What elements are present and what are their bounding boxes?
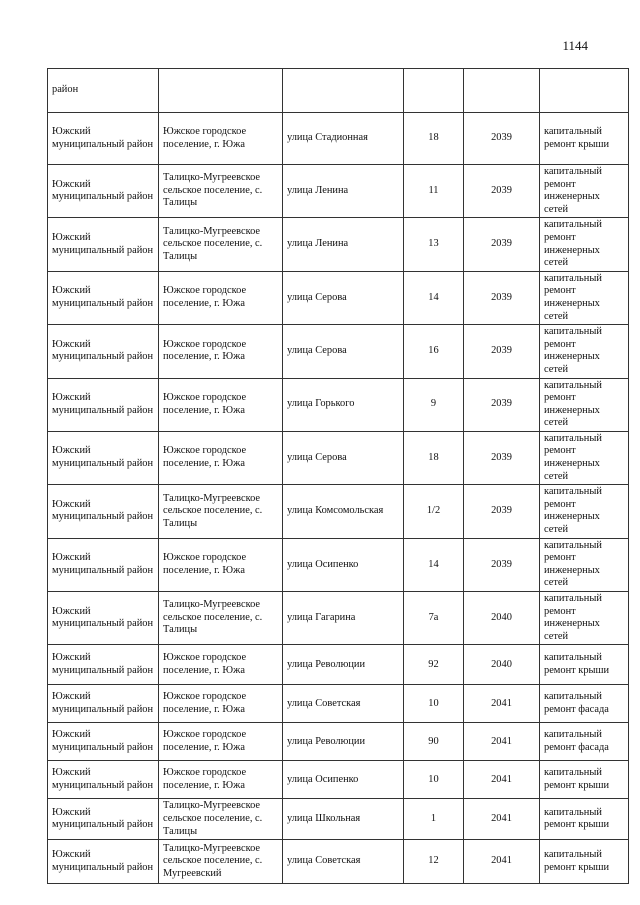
year-cell: 2041 [464, 799, 540, 840]
work-type-cell: капитальный ремонт инженерных сетей [540, 431, 629, 484]
year-cell: 2041 [464, 685, 540, 723]
street-cell: улица Осипенко [283, 538, 404, 591]
work-type-cell: капитальный ремонт фасада [540, 723, 629, 761]
year-cell: 2039 [464, 218, 540, 271]
table-row [48, 840, 629, 884]
year-cell: 2041 [464, 723, 540, 761]
table-row [48, 325, 629, 378]
work-type-cell: капитальный ремонт фасада [540, 685, 629, 723]
house-number-cell: 13 [404, 218, 464, 271]
settlement-cell: Южское городское поселение, г. Южа [159, 685, 283, 723]
table-row [48, 592, 629, 645]
settlement-cell: Южское городское поселение, г. Южа [159, 723, 283, 761]
year-cell: 2039 [464, 378, 540, 431]
house-number-cell: 7а [404, 592, 464, 645]
house-number-cell: 14 [404, 271, 464, 324]
street-cell: улица Осипенко [283, 761, 404, 799]
street-cell: улица Стадионная [283, 113, 404, 165]
year-cell [464, 69, 540, 113]
district-cell: район [48, 69, 159, 113]
house-number-cell: 16 [404, 325, 464, 378]
house-number-cell: 1 [404, 799, 464, 840]
house-number-cell: 1/2 [404, 485, 464, 538]
work-type-cell: капитальный ремонт инженерных сетей [540, 325, 629, 378]
settlement-cell: Талицко-Мугреевское сельское поселение, с. Талицы [159, 592, 283, 645]
house-number-cell: 18 [404, 431, 464, 484]
page-number: 1144 [562, 38, 588, 53]
work-type-cell: капитальный ремонт инженерных сетей [540, 592, 629, 645]
settlement-cell: Южское городское поселение, г. Южа [159, 271, 283, 324]
house-number-cell: 18 [404, 113, 464, 165]
work-type-cell: капитальный ремонт инженерных сетей [540, 485, 629, 538]
work-type-cell: капитальный ремонт инженерных сетей [540, 271, 629, 324]
work-type-cell: капитальный ремонт инженерных сетей [540, 165, 629, 218]
house-number-cell: 92 [404, 645, 464, 685]
settlement-cell: Южское городское поселение, г. Южа [159, 645, 283, 685]
table-row [48, 538, 629, 591]
district-cell: Южский муниципальный район [48, 799, 159, 840]
street-cell: улица Гагарина [283, 592, 404, 645]
work-type-cell: капитальный ремонт крыши [540, 840, 629, 884]
district-cell: Южский муниципальный район [48, 218, 159, 271]
street-cell: улица Серова [283, 271, 404, 324]
house-number-cell: 9 [404, 378, 464, 431]
year-cell: 2041 [464, 761, 540, 799]
street-cell: улица Горького [283, 378, 404, 431]
street-cell: улица Советская [283, 840, 404, 884]
street-cell: улица Серова [283, 325, 404, 378]
table-row [48, 271, 629, 324]
settlement-cell: Южское городское поселение, г. Южа [159, 761, 283, 799]
year-cell: 2040 [464, 592, 540, 645]
street-cell: улица Школьная [283, 799, 404, 840]
settlement-cell: Талицко-Мугреевское сельское поселение, с. Талицы [159, 799, 283, 840]
table-row [48, 113, 629, 165]
street-cell: улица Советская [283, 685, 404, 723]
house-number-cell: 12 [404, 840, 464, 884]
district-cell: Южский муниципальный район [48, 271, 159, 324]
district-cell: Южский муниципальный район [48, 840, 159, 884]
table-row [48, 799, 629, 840]
district-cell: Южский муниципальный район [48, 685, 159, 723]
table-row [48, 69, 629, 113]
settlement-cell: Южское городское поселение, г. Южа [159, 325, 283, 378]
settlement-cell: Талицко-Мугреевское сельское поселение, с. Талицы [159, 218, 283, 271]
district-cell: Южский муниципальный район [48, 645, 159, 685]
work-type-cell: капитальный ремонт инженерных сетей [540, 378, 629, 431]
district-cell: Южский муниципальный район [48, 378, 159, 431]
housing-repair-table [47, 68, 629, 884]
table-row [48, 378, 629, 431]
street-cell: улица Комсомольская [283, 485, 404, 538]
settlement-cell: Южское городское поселение, г. Южа [159, 431, 283, 484]
year-cell: 2041 [464, 840, 540, 884]
settlement-cell [159, 69, 283, 113]
street-cell: улица Ленина [283, 165, 404, 218]
year-cell: 2039 [464, 431, 540, 484]
district-cell: Южский муниципальный район [48, 538, 159, 591]
settlement-cell: Талицко-Мугреевское сельское поселение, с. Талицы [159, 165, 283, 218]
table-row [48, 165, 629, 218]
house-number-cell: 10 [404, 685, 464, 723]
work-type-cell [540, 69, 629, 113]
work-type-cell: капитальный ремонт крыши [540, 799, 629, 840]
year-cell: 2040 [464, 645, 540, 685]
street-cell: улица Революции [283, 723, 404, 761]
district-cell: Южский муниципальный район [48, 113, 159, 165]
district-cell: Южский муниципальный район [48, 325, 159, 378]
district-cell: Южский муниципальный район [48, 485, 159, 538]
street-cell: улица Ленина [283, 218, 404, 271]
street-cell: улица Революции [283, 645, 404, 685]
year-cell: 2039 [464, 325, 540, 378]
street-cell: улица Серова [283, 431, 404, 484]
work-type-cell: капитальный ремонт инженерных сетей [540, 538, 629, 591]
table-row [48, 685, 629, 723]
year-cell: 2039 [464, 271, 540, 324]
work-type-cell: капитальный ремонт крыши [540, 761, 629, 799]
table-row [48, 218, 629, 271]
district-cell: Южский муниципальный район [48, 431, 159, 484]
settlement-cell: Талицко-Мугреевское сельское поселение, с. Мугреевский [159, 840, 283, 884]
street-cell [283, 69, 404, 113]
district-cell: Южский муниципальный район [48, 592, 159, 645]
work-type-cell: капитальный ремонт крыши [540, 645, 629, 685]
settlement-cell: Южское городское поселение, г. Южа [159, 378, 283, 431]
table-row [48, 645, 629, 685]
table-row [48, 485, 629, 538]
year-cell: 2039 [464, 113, 540, 165]
settlement-cell: Южское городское поселение, г. Южа [159, 538, 283, 591]
year-cell: 2039 [464, 538, 540, 591]
settlement-cell: Южское городское поселение, г. Южа [159, 113, 283, 165]
district-cell: Южский муниципальный район [48, 761, 159, 799]
house-number-cell: 11 [404, 165, 464, 218]
year-cell: 2039 [464, 485, 540, 538]
settlement-cell: Талицко-Мугреевское сельское поселение, с. Талицы [159, 485, 283, 538]
table-row [48, 431, 629, 484]
district-cell: Южский муниципальный район [48, 165, 159, 218]
house-number-cell: 90 [404, 723, 464, 761]
work-type-cell: капитальный ремонт инженерных сетей [540, 218, 629, 271]
work-type-cell: капитальный ремонт крыши [540, 113, 629, 165]
district-cell: Южский муниципальный район [48, 723, 159, 761]
year-cell: 2039 [464, 165, 540, 218]
table-row [48, 761, 629, 799]
table-row [48, 723, 629, 761]
house-number-cell [404, 69, 464, 113]
house-number-cell: 10 [404, 761, 464, 799]
house-number-cell: 14 [404, 538, 464, 591]
